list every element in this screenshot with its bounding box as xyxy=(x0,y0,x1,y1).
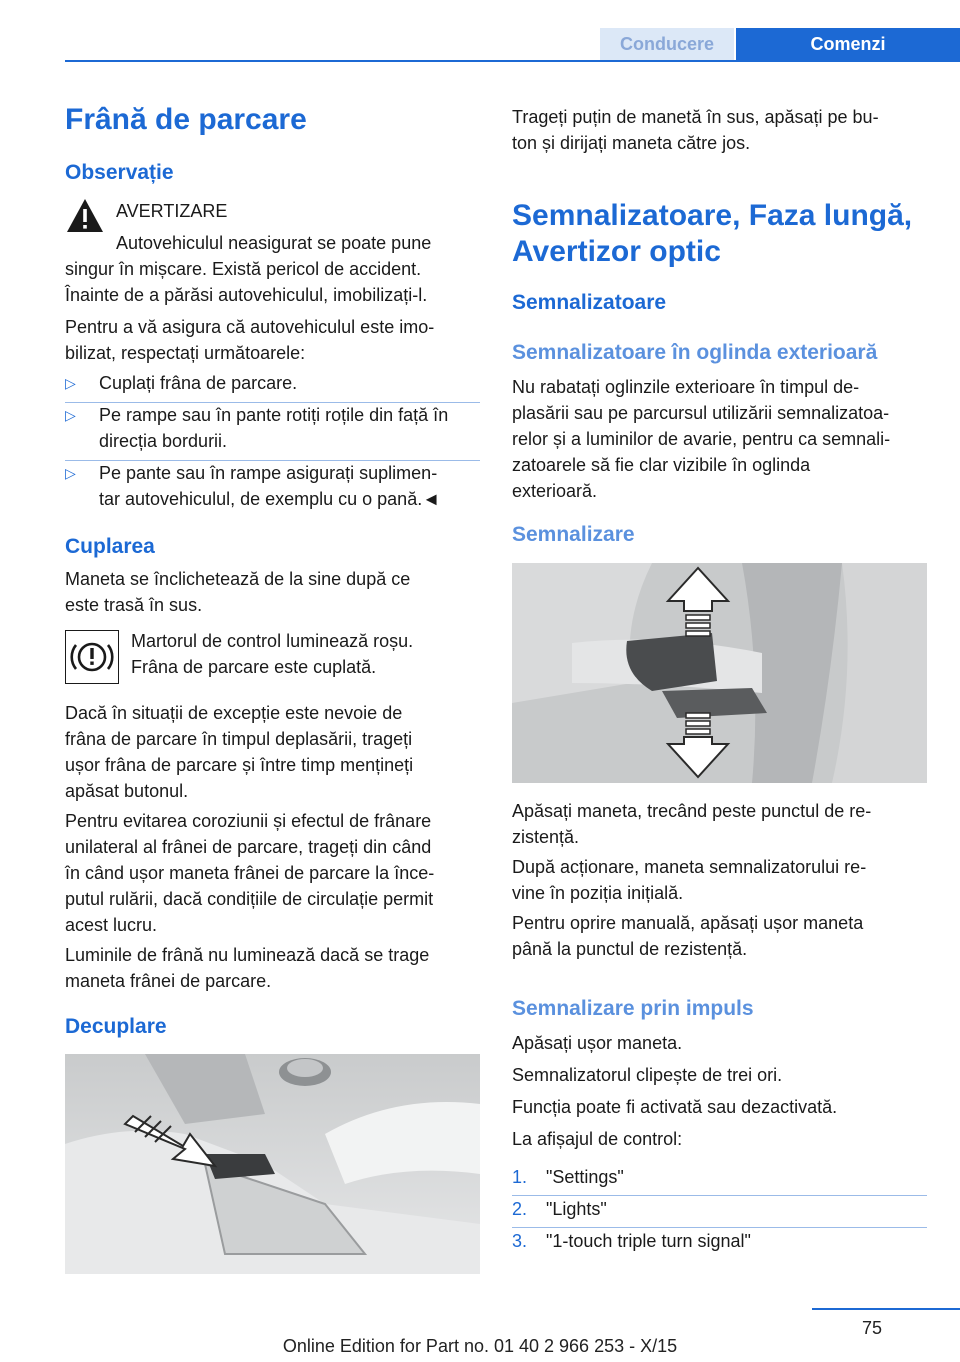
semnalizatoare-heading: Semnalizatoare xyxy=(512,291,667,314)
edition-footer: Online Edition for Part no. 01 40 2 966 253 - X/15 xyxy=(282,1336,678,1356)
list-item-text: Cuplați frâna de parcare. xyxy=(99,373,298,393)
impuls-text: La afișajul de control: xyxy=(512,1129,683,1149)
impuls-text: Apăsați ușor maneta. xyxy=(512,1033,683,1053)
press-text: zistență. xyxy=(512,827,580,847)
step-text: "Settings" xyxy=(546,1167,624,1187)
bullet-marker: ▷ xyxy=(65,465,76,481)
oglinda-text: exterioară. xyxy=(512,481,598,501)
oglinda-text: plasării sau pe parcursul utilizării semnalizatoa- xyxy=(512,403,890,423)
oglinda-text: relor și a luminilor de avarie, pentru ca semnali- xyxy=(512,429,891,449)
list-item-text: Pe rampe sau în pante rotiți roțile din față în xyxy=(99,405,449,425)
cuplare-text: Maneta se înclichetează de la sine după ce xyxy=(65,569,411,589)
step-text: "1-touch triple turn signal" xyxy=(546,1231,751,1251)
corrosion-text: acest lucru. xyxy=(65,915,158,935)
oglinda-heading: Semnalizatoare în oglinda exterioară xyxy=(512,341,878,364)
pull-text: Trageți puțin de manetă în sus, apăsați pe bu- xyxy=(512,107,879,127)
indicator-text: Frâna de parcare este cuplată. xyxy=(131,657,377,677)
step-number: 3. xyxy=(512,1231,528,1251)
warning-text: Înainte de a părăsi autovehiculul, imobilizați-l. xyxy=(65,285,428,305)
section-title: Semnalizatoare, Faza lungă, xyxy=(512,199,913,232)
list-item-text: tar autovehiculul, de exemplu cu o pană.◄ xyxy=(99,489,441,509)
corrosion-text: Pentru evitarea coroziunii și efectul de frânare xyxy=(65,811,432,831)
impuls-text: Semnalizatorul clipește de trei ori. xyxy=(512,1065,783,1085)
corrosion-text: în când ușor maneta frânei de parcare la înce- xyxy=(65,863,435,883)
corrosion-text: unilateral al frânei de parcare, trageți din când xyxy=(65,837,432,857)
exception-text: frâna de parcare în timpul deplasării, trageți xyxy=(65,729,413,749)
intro-text: bilizat, respectați următoarele: xyxy=(65,343,306,363)
brake-lights-text: maneta frânei de parcare. xyxy=(65,971,272,991)
impuls-heading: Semnalizare prin impuls xyxy=(512,997,754,1020)
list-item-text: Pe pante sau în rampe asigurați suplimen- xyxy=(99,463,438,483)
semnalizare-heading: Semnalizare xyxy=(512,523,635,546)
warning-text: singur în mișcare. Există pericol de accident. xyxy=(65,259,422,279)
cuplare-heading: Cuplarea xyxy=(65,535,155,558)
warning-label: AVERTIZARE xyxy=(116,201,228,221)
tab-conducere[interactable]: Conducere xyxy=(600,28,734,60)
exception-text: apăsat butonul. xyxy=(65,781,189,801)
oglinda-text: Nu rabatați oglinzile exterioare în timpul de- xyxy=(512,377,860,397)
step-number: 2. xyxy=(512,1199,528,1219)
parking-brake-image xyxy=(65,1054,480,1274)
tab-comenzi[interactable]: Comenzi xyxy=(736,28,960,60)
press-text: Apăsați maneta, trecând peste punctul de re- xyxy=(512,801,872,821)
observatie-heading: Observație xyxy=(65,161,174,184)
exception-text: ușor frâna de parcare și între timp mențineți xyxy=(65,755,414,775)
bullet-marker: ▷ xyxy=(65,375,76,391)
decuplare-heading: Decuplare xyxy=(65,1015,167,1038)
section-title: Avertizor optic xyxy=(512,235,721,268)
corrosion-text: putul rulării, dacă condițiile de circulație permit xyxy=(65,889,434,909)
indicator-text: Martorul de control luminează roșu. xyxy=(131,631,414,651)
after-text: După acționare, maneta semnalizatorului re- xyxy=(512,857,867,877)
stop-text: până la punctul de rezistență. xyxy=(512,939,748,959)
page-number-rule xyxy=(812,1308,960,1310)
step-number: 1. xyxy=(512,1167,528,1187)
warning-icon xyxy=(65,196,105,241)
oglinda-text: zatoarele să fie clar vizibile în oglinda xyxy=(512,455,811,475)
intro-text: Pentru a vă asigura că autovehiculul este imo- xyxy=(65,317,435,337)
brake-lights-text: Luminile de frână nu luminează dacă se trage xyxy=(65,945,430,965)
stop-text: Pentru oprire manuală, apăsați ușor maneta xyxy=(512,913,864,933)
warning-text: Autovehiculul neasigurat se poate pune xyxy=(116,233,432,253)
bullet-marker: ▷ xyxy=(65,407,76,423)
page-title: Frână de parcare xyxy=(65,103,307,136)
exception-text: Dacă în situații de excepție este nevoie de xyxy=(65,703,403,723)
turn-signal-stalk-image xyxy=(512,563,927,783)
cuplare-text: este trasă în sus. xyxy=(65,595,203,615)
parking-brake-indicator-icon xyxy=(65,630,119,684)
step-text: "Lights" xyxy=(546,1199,607,1219)
after-text: vine în poziția inițială. xyxy=(512,883,684,903)
impuls-text: Funcția poate fi activată sau dezactivată. xyxy=(512,1097,838,1117)
list-item-text: direcția bordurii. xyxy=(99,431,228,451)
header-rule xyxy=(65,60,960,62)
pull-text: ton și dirijați maneta către jos. xyxy=(512,133,751,153)
page-number: 75 xyxy=(862,1318,883,1338)
